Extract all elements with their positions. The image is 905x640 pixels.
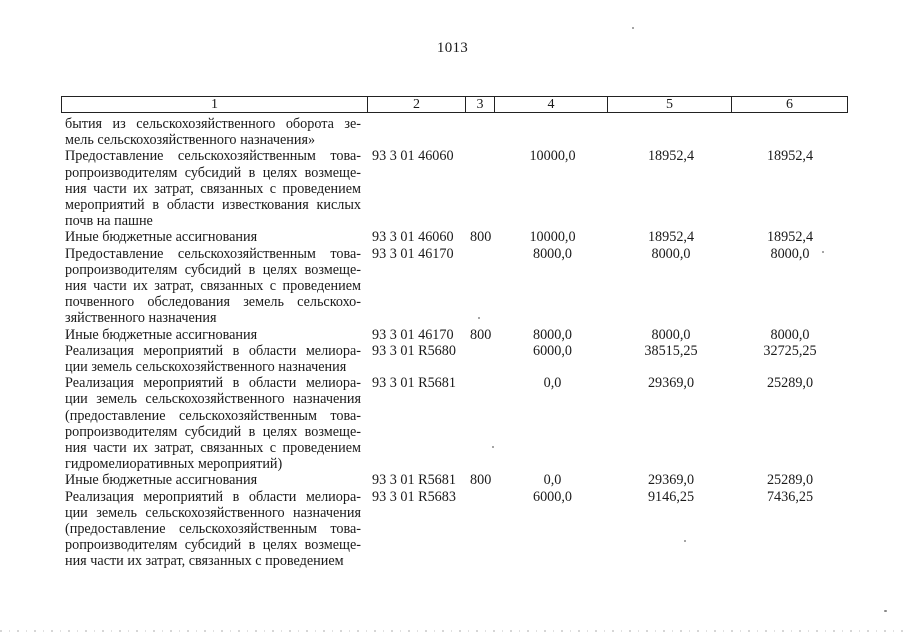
row-value-col4: 0,0 [543,472,562,489]
description-line: Иные бюджетные ассигнования [65,229,258,246]
row-description [65,489,361,570]
table-row [0,489,905,570]
row-code: 93 3 01 R5683 [372,488,456,505]
row-code: 93 3 01 R5680 [372,342,456,359]
table-header-row [61,96,848,113]
row-value-col5: 18952,4 [647,148,695,165]
header-col-2: 2 [368,97,466,112]
scan-speck [822,251,824,253]
row-value-col4: 8000,0 [532,245,572,262]
description-line: почвенного обследования земель сельскохо- [65,294,361,311]
description-line: ции земель сельскохозяйственного назначения [65,391,361,408]
description-line: ции земель сельскохозяйственного назначения [65,504,361,521]
row-value-col5: 29369,0 [647,375,695,392]
row-value-col6: 18952,4 [766,148,814,165]
description-line: ропроизводителям субсидий в целях возмеще- [65,537,361,554]
description-line: почв на пашне [65,213,153,230]
table-row [0,116,905,148]
header-col-3: 3 [466,97,495,112]
row-value-col6: 25289,0 [766,375,814,392]
row-value-col5: 38515,25 [644,342,698,359]
description-line: ции земель сельскохозяйственного назначения [65,359,347,376]
row-value-col6: 7436,25 [766,488,814,505]
row-value-col5: 18952,4 [647,229,695,246]
description-line: зяйственного назначения [65,310,217,327]
row-value-col5: 8000,0 [651,245,691,262]
description-line: гидромелиоративных мероприятий) [65,456,283,473]
row-value-col6: 8000,0 [770,245,810,262]
description-line: ния части их затрат, связанных с проведением [65,278,361,295]
description-line: ния части их затрат, связанных с проведением [65,553,344,570]
table-row [0,246,905,327]
description-line: ропроизводителям субсидий в целях возмеще- [65,164,361,181]
row-code: 93 3 01 R5681 [372,472,456,489]
row-value-col5: 8000,0 [651,326,691,343]
description-line: ропроизводителям субсидий в целях возмеще- [65,423,361,440]
description-line: Реализация мероприятий в области мелиора- [65,342,361,359]
description-line: Предоставление сельскохозяйственным това- [65,148,361,165]
row-description [65,148,361,229]
row-expense-type: 800 [470,326,492,343]
table-row [0,343,905,375]
row-value-col6: 18952,4 [766,229,814,246]
description-line: (предоставление сельскохозяйственным това- [65,521,361,538]
row-expense-type: 800 [470,472,492,489]
row-expense-type: 800 [470,229,492,246]
description-line: ния части их затрат, связанных с проведением [65,180,361,197]
scan-speck [884,610,887,612]
page-number: 1013 [436,40,469,56]
table-row [0,148,905,229]
header-col-5: 5 [608,97,732,112]
description-line: Предоставление сельскохозяйственным това- [65,245,361,262]
row-value-col4: 8000,0 [532,326,572,343]
row-description [65,246,361,327]
scan-edge-noise [0,630,905,632]
scan-speck [632,27,634,29]
row-code: 93 3 01 46060 [372,148,454,165]
row-code: 93 3 01 46060 [372,229,454,246]
table-body [0,116,905,570]
table-row [0,375,905,472]
row-description [65,327,361,343]
row-value-col5: 9146,25 [647,488,695,505]
row-value-col4: 6000,0 [532,342,572,359]
table-row [0,229,905,245]
description-line: (предоставление сельскохозяйственным това- [65,407,361,424]
row-value-col4: 10000,0 [529,148,576,165]
description-line: мероприятий в области известкования кислых [65,197,361,214]
header-col-4: 4 [495,97,608,112]
row-value-col5: 29369,0 [647,472,695,489]
table-row [0,327,905,343]
row-value-col6: 32725,25 [763,342,817,359]
description-line: Реализация мероприятий в области мелиора- [65,375,361,392]
row-code: 93 3 01 R5681 [372,375,456,392]
row-code: 93 3 01 46170 [372,245,454,262]
scan-speck [492,446,494,448]
description-line: ропроизводителям субсидий в целях возмеще- [65,261,361,278]
scan-speck [478,317,480,319]
description-line: ния части их затрат, связанных с проведением [65,440,361,457]
description-line: Иные бюджетные ассигнования [65,326,258,343]
row-description [65,343,361,375]
row-value-col4: 10000,0 [529,229,576,246]
row-value-col4: 0,0 [543,375,562,392]
description-line: Иные бюджетные ассигнования [65,472,258,489]
scan-speck [684,540,686,542]
row-value-col6: 25289,0 [766,472,814,489]
header-col-1: 1 [62,97,368,112]
row-value-col4: 6000,0 [532,488,572,505]
row-description [65,116,361,148]
row-value-col6: 8000,0 [770,326,810,343]
table-row [0,472,905,488]
header-col-6: 6 [786,97,793,112]
row-description [65,472,361,488]
row-code: 93 3 01 46170 [372,326,454,343]
description-line: бытия из сельскохозяйственного оборота зе- [65,116,361,132]
row-description [65,229,361,245]
row-description [65,375,361,472]
description-line: мель сельскохозяйственного назначения» [65,132,316,149]
description-line: Реализация мероприятий в области мелиора- [65,488,361,505]
